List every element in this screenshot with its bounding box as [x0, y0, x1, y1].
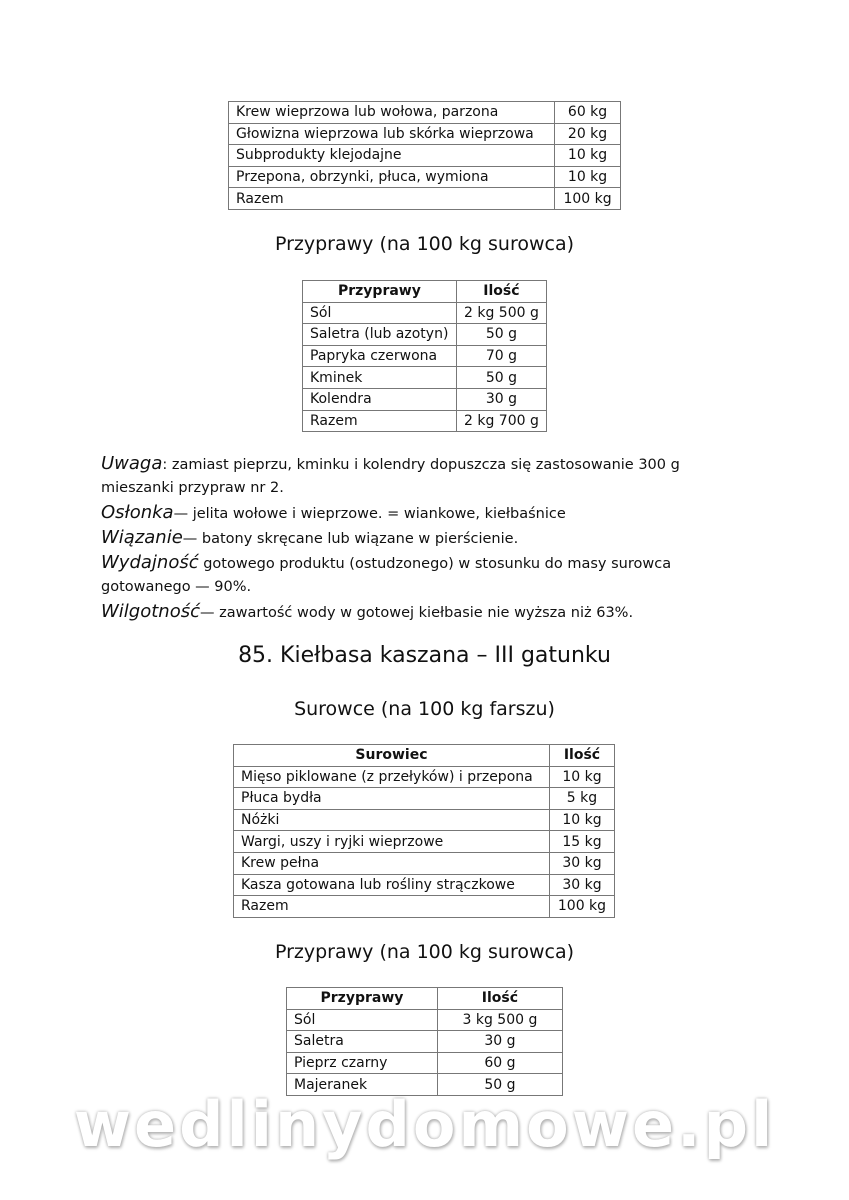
quantity-cell: 100 kg — [549, 896, 614, 918]
notes — [101, 452, 721, 625]
note-label: Wydajność — [101, 552, 199, 574]
item-name-cell: Kolendra — [303, 388, 457, 410]
quantity-cell: 10 kg — [555, 145, 621, 167]
quantity-cell: 30 g — [437, 1031, 562, 1053]
item-name-cell: Głowizna wieprzowa lub skórka wieprzowa — [229, 123, 555, 145]
item-name-cell: Mięso piklowane (z przełyków) i przepona — [234, 766, 550, 788]
column-header: Surowiec — [234, 745, 550, 767]
item-name-cell: Saletra — [287, 1031, 438, 1053]
quantity-cell: 60 kg — [555, 102, 621, 124]
note — [101, 600, 721, 625]
table-row — [234, 788, 615, 810]
raw-materials-table-2 — [233, 744, 615, 918]
table-row — [229, 102, 621, 124]
item-name-cell: Sól — [287, 1009, 438, 1031]
quantity-cell: 2 kg 500 g — [456, 302, 546, 324]
note — [101, 452, 721, 501]
table-row — [303, 388, 547, 410]
column-header: Ilość — [437, 988, 562, 1010]
table-row — [229, 188, 621, 210]
header-row — [287, 988, 563, 1010]
quantity-cell: 50 g — [456, 367, 546, 389]
quantity-cell: 30 kg — [549, 874, 614, 896]
spices-table-1 — [302, 280, 547, 432]
spices-heading-1: Przyprawy (na 100 kg surowca) — [274, 233, 575, 255]
item-name-cell: Przepona, obrzynki, płuca, wymiona — [229, 166, 555, 188]
table-row — [234, 874, 615, 896]
item-name-cell: Subprodukty klejodajne — [229, 145, 555, 167]
item-name-cell: Wargi, uszy i ryjki wieprzowe — [234, 831, 550, 853]
item-name-cell: Krew wieprzowa lub wołowa, parzona — [229, 102, 555, 124]
note — [101, 551, 721, 600]
item-name-cell: Sól — [303, 302, 457, 324]
table-row — [287, 1052, 563, 1074]
table-row — [287, 1031, 563, 1053]
item-name-cell: Razem — [303, 410, 457, 432]
quantity-cell: 50 g — [437, 1074, 562, 1096]
quantity-cell: 20 kg — [555, 123, 621, 145]
raw-materials-table-1 — [228, 101, 621, 210]
quantity-cell: 2 kg 700 g — [456, 410, 546, 432]
table-row — [303, 302, 547, 324]
quantity-cell: 100 kg — [555, 188, 621, 210]
quantity-cell: 30 kg — [549, 852, 614, 874]
table-row — [234, 831, 615, 853]
table-row — [303, 367, 547, 389]
item-name-cell: Nóżki — [234, 809, 550, 831]
table-row — [303, 410, 547, 432]
item-name-cell: Saletra (lub azotyn) — [303, 324, 457, 346]
column-header: Przyprawy — [287, 988, 438, 1010]
column-header: Przyprawy — [303, 281, 457, 303]
item-name-cell: Pieprz czarny — [287, 1052, 438, 1074]
item-name-cell: Razem — [234, 896, 550, 918]
table-row — [234, 852, 615, 874]
table-row — [229, 123, 621, 145]
raw-materials-heading: Surowce (na 100 kg farszu) — [294, 698, 555, 720]
watermark: wedlinydomowe.pl — [73, 1088, 776, 1161]
spices-table-2 — [286, 987, 563, 1096]
section-title: 85. Kiełbasa kaszana – III gatunku — [238, 643, 611, 668]
note-label: Uwaga — [101, 453, 163, 474]
note — [101, 526, 721, 551]
item-name-cell: Papryka czerwona — [303, 345, 457, 367]
table-row — [287, 1009, 563, 1031]
table-row — [234, 766, 615, 788]
item-name-cell: Kminek — [303, 367, 457, 389]
table-row — [229, 145, 621, 167]
note-text: : zamiast pieprzu, kminku i kolendry dopuszcza się zastosowanie 300 g mieszanki przypraw nr 2. — [101, 457, 680, 497]
table-row — [234, 896, 615, 918]
spices-heading-2: Przyprawy (na 100 kg surowca) — [274, 941, 575, 963]
item-name-cell: Razem — [229, 188, 555, 210]
quantity-cell: 50 g — [456, 324, 546, 346]
quantity-cell: 15 kg — [549, 831, 614, 853]
header-row — [234, 745, 615, 767]
note-text: — zawartość wody w gotowej kiełbasie nie wyższa niż 63%. — [200, 604, 634, 621]
table-row — [229, 166, 621, 188]
item-name-cell: Majeranek — [287, 1074, 438, 1096]
table-row — [303, 324, 547, 346]
quantity-cell: 10 kg — [555, 166, 621, 188]
quantity-cell: 70 g — [456, 345, 546, 367]
table-row — [234, 809, 615, 831]
item-name-cell: Kasza gotowana lub rośliny strączkowe — [234, 874, 550, 896]
table-row — [303, 345, 547, 367]
quantity-cell: 5 kg — [549, 788, 614, 810]
note-text: gotowego produktu (ostudzonego) w stosunku do masy surowca gotowanego — 90%. — [101, 556, 672, 596]
note-text: — batony skręcane lub wiązane w pierścienie. — [182, 530, 519, 547]
quantity-cell: 60 g — [437, 1052, 562, 1074]
item-name-cell: Krew pełna — [234, 852, 550, 874]
quantity-cell: 30 g — [456, 388, 546, 410]
header-row — [303, 281, 547, 303]
column-header: Ilość — [549, 745, 614, 767]
quantity-cell: 3 kg 500 g — [437, 1009, 562, 1031]
note-label: Wiązanie — [101, 526, 183, 548]
note-label: Wilgotność — [101, 600, 200, 622]
item-name-cell: Płuca bydła — [234, 788, 550, 810]
column-header: Ilość — [456, 281, 546, 303]
quantity-cell: 10 kg — [549, 809, 614, 831]
quantity-cell: 10 kg — [549, 766, 614, 788]
note-label: Osłonka — [101, 501, 174, 523]
note — [101, 501, 721, 526]
note-text: — jelita wołowe i wieprzowe. = wiankowe, kiełbaśnice — [173, 505, 566, 522]
